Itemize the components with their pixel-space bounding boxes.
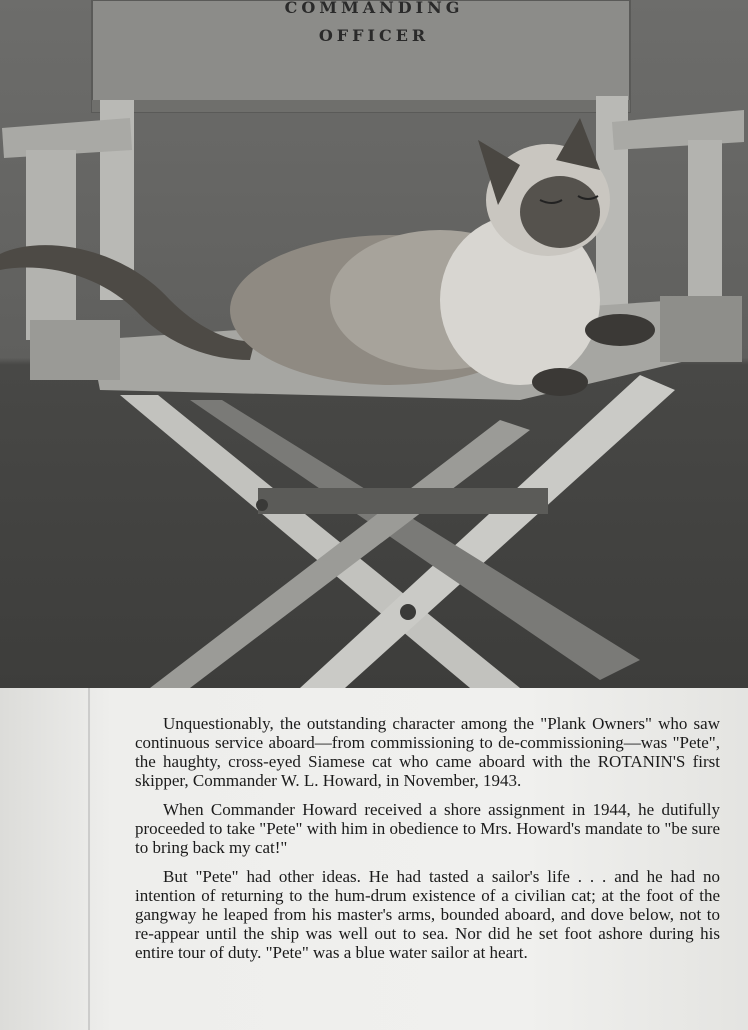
- cat-face-mask: [520, 176, 600, 248]
- chair-bolt: [400, 604, 416, 620]
- article-paragraph-2: When Commander Howard received a shore assignment in 1944, he dutifully proceeded to take "Pete" with him in obedience to Mrs. Howard's mandate to "be sure to bring back my cat!": [135, 800, 720, 857]
- cat-paw-front: [532, 368, 588, 396]
- article-paragraph-1: Unquestionably, the outstanding character among the "Plank Owners" who saw continuous service aboard—from commissioning to de-commissioning—was "Pete", the haughty, cross-eyed Siamese cat who came aboard with the ROTANIN'S first skipper, Commander W. L. Howard, in November, 1943.: [135, 714, 720, 790]
- chair-arm-post-right: [688, 140, 722, 310]
- chair-seat-rail-right: [660, 296, 742, 362]
- article-paragraph-3: But "Pete" had other ideas. He had tasted a sailor's life . . . and he had no intention of returning to the hum-drum existence of a civilian cat; at the foot of the gangway he leaped from his master's arms, bounded aboard, and dove below, not to re-appear until the ship was well out to sea. Nor did he set foot ashore during his entire tour of duty. "Pete" was a blue water sailor at heart.: [135, 867, 720, 962]
- article-text-area: [0, 688, 748, 1030]
- chair-seat-rail-left: [30, 320, 120, 380]
- page-fold-line: [88, 688, 90, 1030]
- chair-back-text-officer: OFFICER: [318, 26, 430, 45]
- chair-back-text-top: COMMANDING: [284, 0, 464, 17]
- chair-stretcher: [258, 488, 548, 514]
- chair-arm-post-left: [26, 150, 76, 340]
- article-body: [135, 714, 720, 972]
- chair-armrest-right: [612, 110, 744, 150]
